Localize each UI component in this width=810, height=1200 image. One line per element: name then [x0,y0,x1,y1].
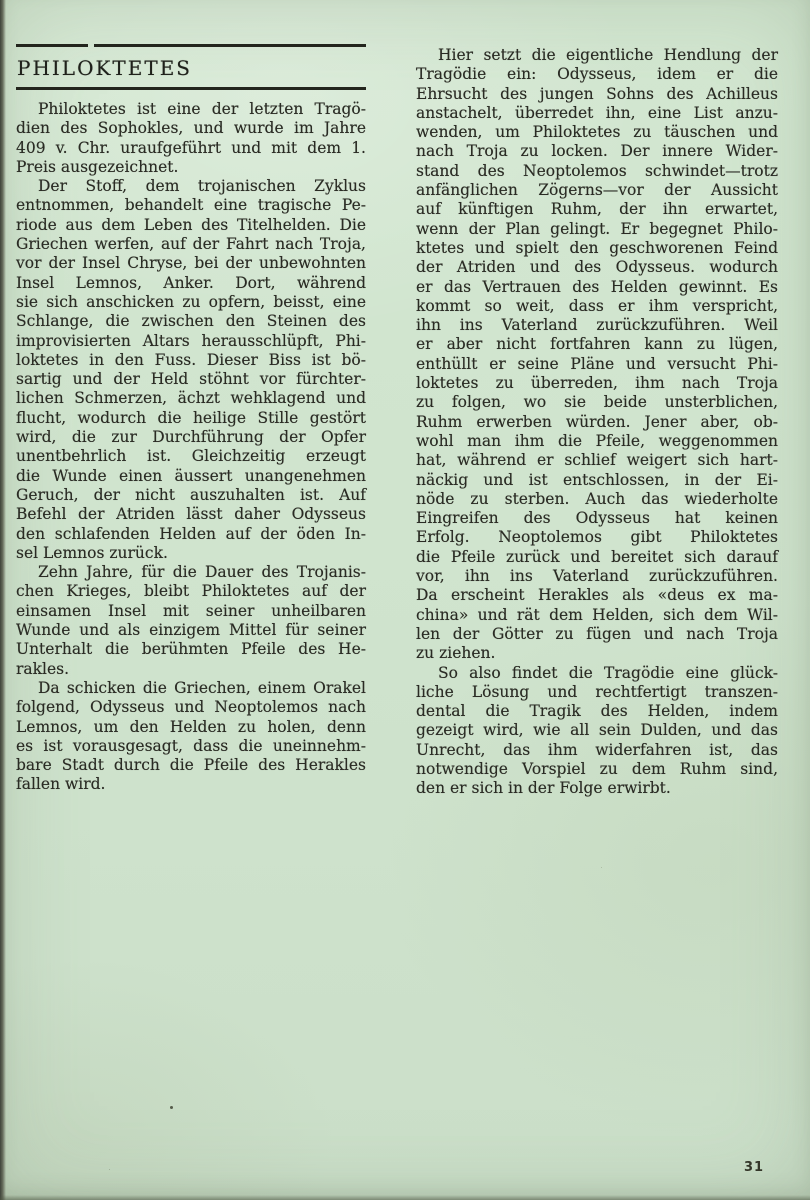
text-line: Der Stoff, dem trojanischen Zyklus [38,177,366,196]
text-line: vor, ihn ins Vaterland zurückzuführen. [416,567,778,586]
paper-speck [170,1106,173,1109]
text-line: Da schicken die Griechen, einem Orakel [38,678,366,697]
text-line: stand des Neoptolemos schwindet—trotz [416,161,778,180]
scan-edge-bottom [0,1195,810,1200]
text-line: anstachelt, überredet ihn, eine List anzu- [416,103,778,122]
text-line: sartig und der Held stöhnt vor fürchter- [16,370,366,389]
text-line: auf künftigen Ruhm, der ihn erwartet, [416,200,778,219]
page-number: 31 [744,1160,765,1175]
text-line: Griechen werfen, auf der Fahrt nach Troja, [16,235,366,254]
text-line: wohl man ihm die Pfeile, weggenommen [416,431,778,450]
text-line: Hier setzt die eigentliche Hendlung der [438,46,778,64]
text-line: lichen Schmerzen, ächzt wehklagend und [16,389,366,408]
title-rule-bottom [16,87,366,90]
text-line: Wunde und als einzigem Mittel für seiner [16,621,366,640]
text-line: improvisierten Altars herausschlüpft, Phi- [16,331,366,350]
text-line: die Wunde einen äussert unangenehmen [16,466,366,485]
text-line: Schlange, die zwischen den Steinen des [16,312,366,331]
text-line: ihn ins Vaterland zurückzuführen. Weil [416,316,778,335]
text-line: chen Krieges, bleibt Philoktetes auf der [16,582,366,601]
text-line: kommt so weit, dass er ihm verspricht, [416,296,778,315]
text-line: Tragödie ein: Odysseus, idem er die [416,65,778,84]
paragraph [16,563,366,679]
text-line: dien des Sophokles, und wurde im Jahre [16,119,366,138]
text-line: rakles. [16,659,70,678]
text-line: wenden, um Philoktetes zu täuschen und [416,123,778,142]
text-line: liche Lösung und rechtfertigt transzen- [416,682,778,701]
text-line: Unterhalt die berühmten Pfeile des He- [16,640,366,659]
text-line: Preis ausgezeichnet. [16,157,179,176]
text-line: china» und rät dem Helden, sich dem Wil- [416,605,778,624]
text-line: Ehrsucht des jungen Sohns des Achilleus [416,84,778,103]
text-line: vor der Insel Chryse, bei der unbewohnten [16,254,366,273]
text-line: Lemnos, um den Helden zu holen, denn [16,717,366,736]
text-line: gezeigt wird, wie all sein Dulden, und das [416,721,778,740]
text-line: fallen wird. [16,775,106,794]
text-line: folgend, Odysseus und Neoptolemos nach [16,698,366,717]
text-line: sel Lemnos zurück. [16,543,168,562]
text-line: Unrecht, das ihm widerfahren ist, das [416,740,778,759]
text-line: Eingreifen des Odysseus hat keinen [416,509,778,528]
text-line: So also findet die Tragödie eine glück- [438,663,778,682]
text-line: Da erscheint Herakles als «deus ex ma- [416,586,778,605]
text-line: den schlafenden Helden auf der öden In- [16,524,366,543]
text-line: len der Götter zu fügen und nach Troja [416,624,778,643]
text-line: die Pfeile zurück und bereitet sich darauf [416,547,778,566]
scan-edge-left [0,0,6,1200]
text-line: loktetes zu überreden, ihm nach Troja [416,374,778,393]
paragraph [16,177,366,563]
text-line: dental die Tragik des Helden, indem [416,702,778,721]
title-block [16,44,366,90]
text-line: 409 v. Chr. uraufgeführt und mit dem 1. [16,138,366,157]
text-line: Philoktetes ist eine der letzten Tragö- [38,100,366,118]
paragraph [16,100,366,177]
right-column [416,46,778,799]
text-line: flucht, wodurch die heilige Stille gestört [16,408,366,427]
text-line: der Atriden und des Odysseus. wodurch [416,258,778,277]
text-line: entnommen, behandelt eine tragische Pe- [16,196,366,215]
text-line: wenn der Plan gelingt. Er begegnet Philo- [416,219,778,238]
text-line: notwendige Vorspiel zu dem Ruhm sind, [416,759,778,778]
text-line: ktetes und spielt den geschworenen Feind [416,238,778,257]
paragraph [416,46,778,664]
text-line: Befehl der Atriden lässt daher Odysseus [16,505,366,524]
text-line: Zehn Jahre, für die Dauer des Trojanis- [38,563,366,582]
text-line: nöde zu sterben. Auch das wiederholte [416,489,778,508]
text-line: anfänglichen Zögerns—vor der Aussicht [416,181,778,200]
text-line: Geruch, der nicht auszuhalten ist. Auf [16,485,366,504]
text-line: zu ziehen. [416,644,496,663]
text-line: den er sich in der Folge erwirbt. [416,779,671,798]
text-line: loktetes in den Fuss. Dieser Biss ist bö- [16,350,366,369]
text-line: er aber nicht fortfahren kann zu lügen, [416,335,778,354]
text-line: Insel Lemnos, Anker. Dort, während [16,273,366,292]
text-line: bare Stadt durch die Pfeile des Herakles [16,756,366,775]
paragraph [16,679,366,795]
text-line: hat, während er schlief weigert sich hart- [416,451,778,470]
text-line: Ruhm erwerben würden. Jener aber, ob- [416,412,778,431]
text-line: es ist vorausgesagt, dass die uneinnehm- [16,736,366,755]
text-line: nach Troja zu locken. Der innere Wider- [416,142,778,161]
text-line: einsamen Insel mit seiner unheilbaren [16,601,366,620]
text-line: er das Vertrauen des Helden gewinnt. Es [416,277,778,296]
text-line: sie sich anschicken zu opfern, beisst, eine [16,292,366,311]
text-line: unentbehrlich ist. Gleichzeitig erzeugt [16,447,366,466]
text-line: wird, die zur Durchführung der Opfer [16,428,366,447]
text-line: näckig und ist entschlossen, in der Ei- [416,470,778,489]
left-column [16,100,366,795]
text-line: Erfolg. Neoptolemos gibt Philoktetes [416,528,778,547]
page-title: PHILOKTETES [17,56,192,80]
text-line: riode aus dem Leben des Titelhelden. Die [16,215,366,234]
text-line: zu folgen, wo sie beide unsterblichen, [416,393,778,412]
text-line: enthüllt er seine Pläne und versucht Phi- [416,354,778,373]
paragraph [416,664,778,799]
